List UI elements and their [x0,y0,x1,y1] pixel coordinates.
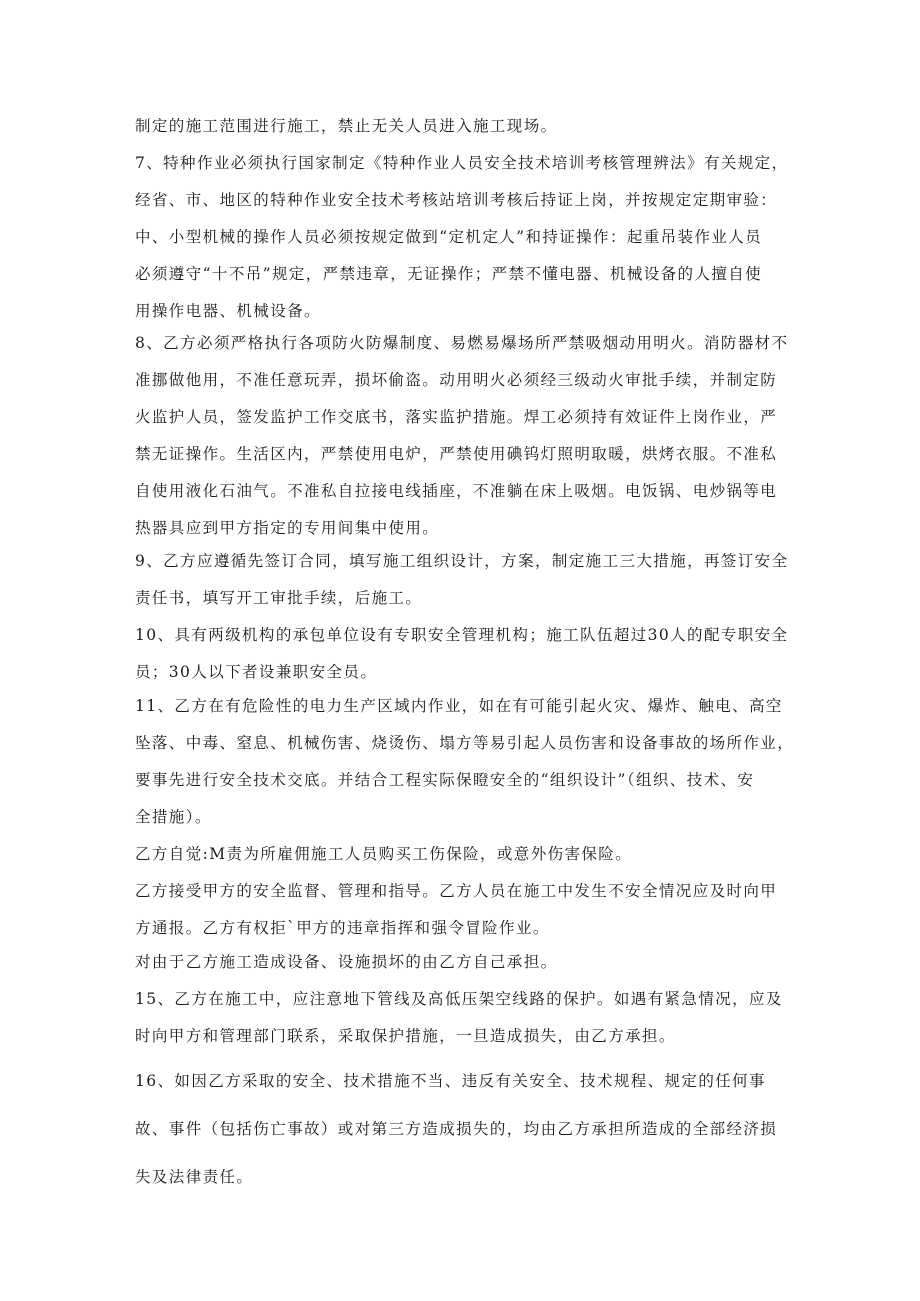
text-line: 11、乙方在有危险性的电力生产区域内作业，如在有可能引起火灾、爆炸、触电、高空 [135,697,783,715]
paragraph-clause-11 [135,688,795,836]
text-line: 要事先进行安全技术交底。并结合工程实际保瞪安全的“组织设计”（组织、技术、安 [135,771,755,789]
paragraph-clause-15 [135,981,795,1055]
paragraph-clause-10 [135,617,795,691]
text-line: 中、小型机械的操作人员必须按规定做到“定机定人”和持证操作：起重吊装作业人员 [135,228,763,246]
paragraph-clause-13 [135,873,795,947]
paragraph-clause-16 [135,1057,795,1201]
text-line: 乙方接受甲方的安全监督、管理和指导。乙方人员在施工中发生不安全情况应及时向甲 [135,882,778,900]
text-line: 15、乙方在施工中，应注意地下管线及高低压架空线路的保护。如遇有紧急情况，应及 [135,990,783,1008]
text-line: 7、特种作业必须执行国家制定《特种作业人员安全技术培训考核管理辨法》有关规定， [135,154,789,172]
text-line: 失及法律责任。 [135,1168,254,1186]
text-line: 坠落、中毒、窒息、机械伤害、烧烫伤、塌方等易引起人员伤害和设备事故的场所作业， [135,734,795,752]
paragraph-clause-9 [135,543,795,617]
text-line: 用操作电器、机械设备。 [135,302,321,320]
paragraph-continuation [135,108,795,145]
text-line: 故、事件（包括伤亡事故）或对第三方造成损失的，均由乙方承担所造成的全部经济损 [135,1120,778,1138]
paragraph-clause-14 [135,944,795,981]
text-line: 10、具有两级机构的承包单位设有专职安全管理机构；施工队伍超过30人的配专职安全 [135,626,789,644]
paragraph-clause-8 [135,325,795,547]
text-line: 乙方自觉:M责为所雇佣施工人员购买工伤保险，或意外伤害保险。 [135,845,633,863]
text-line: 全措施）。 [135,808,212,826]
text-line: 16、如因乙方采取的安全、技术措施不当、违反有关安全、技术规程、规定的任何事 [135,1072,766,1090]
paragraph-clause-7 [135,145,795,330]
text-line: 对由于乙方施工造成设备、设施损坏的由乙方自己承担。 [135,953,558,971]
paragraph-clause-12 [135,836,795,873]
text-line: 时向甲方和管理部门联系，采取保护措施，一旦造成损失，由乙方承担。 [135,1027,676,1045]
text-line: 方通报。乙方有权拒`甲方的违章指挥和强令冒险作业。 [135,919,550,937]
text-line: 员；30人以下者设兼职安全员。 [135,663,378,681]
text-line: 8、乙方必须严格执行各项防火防爆制度、易燃易爆场所严禁吸烟动用明火。消防器材不 [135,334,789,352]
text-line: 禁无证操作。生活区内，严禁使用电炉，严禁使用碘钨灯照明取暖，烘烤衣服。不准私 [135,445,778,463]
text-line: 自使用液化石油气。不准私自拉接电线插座，不准躺在床上吸烟。电饭锅、电炒锅等电 [135,482,778,500]
text-line: 热器具应到甲方指定的专用间集中使用。 [135,519,440,537]
text-line: 准挪做他用，不准任意玩弄，损坏偷盗。动用明火必须经三级动火审批手续，并制定防 [135,371,778,389]
text-line: 制定的施工范围进行施工，禁止无关人员进入施工现场。 [135,117,558,135]
text-line: 经省、市、地区的特种作业安全技术考核站培训考核后持证上岗，并按规定定期审验： [135,191,778,209]
text-line: 必须遵守“十不吊”规定，严禁违章，无证操作；严禁不懂电器、机械设备的人擅自使 [135,265,763,283]
text-line: 火监护人员，签发监护工作交底书，落实监护措施。焊工必须持有效证件上岗作业，严 [135,408,778,426]
text-line: 9、乙方应遵循先签订合同，填写施工组织设计，方案，制定施工三大措施，再签订安全 [135,552,789,570]
text-line: 责任书，填写开工审批手续，后施工。 [135,589,423,607]
